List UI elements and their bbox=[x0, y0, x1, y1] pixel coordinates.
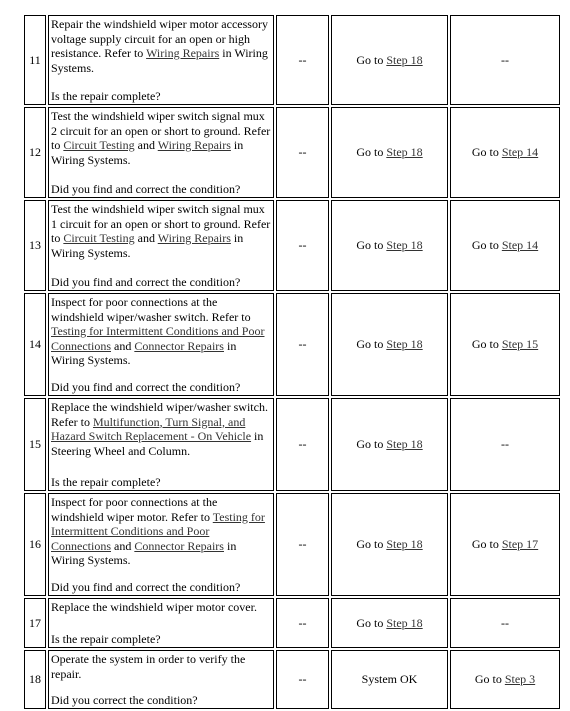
table-row bbox=[24, 293, 560, 396]
result-no-text: Go to bbox=[474, 672, 505, 686]
step-question: Did you find and correct the condition? bbox=[51, 181, 241, 196]
table-row bbox=[24, 398, 560, 491]
go-to-step-link[interactable]: Step 14 bbox=[501, 145, 539, 159]
instruction-text: and bbox=[134, 138, 158, 152]
result-yes-text: System OK bbox=[361, 672, 418, 686]
step-instruction bbox=[51, 202, 271, 260]
result-no-text: Go to bbox=[471, 238, 502, 252]
result-yes bbox=[331, 650, 448, 709]
go-to-step-link[interactable]: Step 18 bbox=[386, 238, 423, 252]
instruction-text: in Wiring Systems. bbox=[51, 538, 237, 567]
step-number: 17 bbox=[24, 598, 46, 648]
table-row bbox=[24, 200, 560, 291]
step-action bbox=[48, 598, 274, 648]
go-to-step-link[interactable]: Step 14 bbox=[501, 238, 539, 252]
result-no bbox=[450, 107, 560, 198]
instruction-text: in Wiring Systems. bbox=[51, 231, 244, 260]
step-instruction bbox=[51, 652, 271, 681]
instruction-text: in Wiring Systems. bbox=[51, 46, 268, 75]
step-number: 18 bbox=[24, 650, 46, 709]
step-question: Did you find and correct the condition? bbox=[51, 274, 241, 289]
instruction-text: Inspect for poor connections at the windshield wiper motor. Refer to bbox=[51, 495, 218, 524]
table-row bbox=[24, 493, 560, 596]
result-yes bbox=[331, 15, 448, 105]
reference-link[interactable]: Testing for Intermittent Conditions and Poor Connections bbox=[51, 509, 265, 553]
result-yes-text: Go to bbox=[356, 537, 387, 551]
diagnostic-table-body bbox=[24, 15, 560, 709]
result-no bbox=[450, 15, 560, 105]
step-action bbox=[48, 107, 274, 198]
step-instruction bbox=[51, 295, 271, 368]
result-no bbox=[450, 293, 560, 396]
reference-link[interactable]: Circuit Testing bbox=[63, 138, 135, 152]
reference-link[interactable]: Wiring Repairs bbox=[146, 46, 220, 60]
step-question: Is the repair complete? bbox=[51, 474, 161, 489]
table-row bbox=[24, 598, 560, 648]
table-row bbox=[24, 15, 560, 105]
go-to-step-link[interactable]: Step 18 bbox=[386, 52, 423, 67]
reference-link[interactable]: Connector Repairs bbox=[134, 338, 224, 353]
result-no bbox=[450, 598, 560, 648]
step-values: -- bbox=[276, 598, 329, 648]
step-instruction bbox=[51, 109, 271, 167]
step-values: -- bbox=[276, 293, 329, 396]
step-values: -- bbox=[276, 398, 329, 491]
reference-link[interactable]: Testing for Intermittent Conditions and Poor Connections bbox=[51, 324, 265, 353]
result-no-text: Go to bbox=[471, 537, 502, 551]
table-row bbox=[24, 107, 560, 198]
instruction-text: in Wiring Systems. bbox=[51, 138, 244, 167]
go-to-step-link[interactable]: Step 18 bbox=[386, 615, 423, 630]
step-values: -- bbox=[276, 650, 329, 709]
go-to-step-link[interactable]: Step 18 bbox=[386, 337, 423, 351]
step-action bbox=[48, 398, 274, 491]
step-values: -- bbox=[276, 493, 329, 596]
table-row bbox=[24, 650, 560, 709]
step-number: 12 bbox=[24, 107, 46, 198]
instruction-text: Test the windshield wiper switch signal mux 1 circuit for an open or short to ground. Refer to bbox=[51, 202, 271, 245]
result-yes-text: Go to bbox=[356, 52, 387, 67]
go-to-step-link[interactable]: Step 18 bbox=[386, 437, 423, 451]
step-number: 11 bbox=[24, 15, 46, 105]
result-yes bbox=[331, 293, 448, 396]
go-to-step-link[interactable]: Step 18 bbox=[386, 145, 423, 159]
instruction-text: Replace the windshield wiper/washer switch. Refer to bbox=[51, 400, 268, 429]
step-number: 13 bbox=[24, 200, 46, 291]
step-values: -- bbox=[276, 15, 329, 105]
result-yes-text: Go to bbox=[356, 437, 387, 451]
result-no-text: -- bbox=[501, 437, 509, 451]
result-no-text: -- bbox=[501, 615, 509, 630]
step-values: -- bbox=[276, 107, 329, 198]
result-no bbox=[450, 200, 560, 291]
step-action bbox=[48, 200, 274, 291]
reference-link[interactable]: Wiring Repairs bbox=[157, 138, 231, 152]
go-to-step-link[interactable]: Step 3 bbox=[504, 672, 536, 686]
step-action bbox=[48, 650, 274, 709]
step-values: -- bbox=[276, 200, 329, 291]
step-number: 15 bbox=[24, 398, 46, 491]
step-instruction bbox=[51, 17, 271, 75]
result-no bbox=[450, 398, 560, 491]
result-yes bbox=[331, 107, 448, 198]
step-question: Did you find and correct the condition? bbox=[51, 579, 241, 594]
result-yes-text: Go to bbox=[356, 615, 387, 630]
result-yes bbox=[331, 398, 448, 491]
step-action bbox=[48, 493, 274, 596]
step-question: Is the repair complete? bbox=[51, 88, 161, 103]
instruction-text: in Steering Wheel and Column. bbox=[51, 429, 264, 458]
go-to-step-link[interactable]: Step 17 bbox=[501, 537, 539, 551]
reference-link[interactable]: Multifunction, Turn Signal, and Hazard Switch Replacement - On Vehicle bbox=[51, 414, 252, 443]
instruction-text: Repair the windshield wiper motor accessory voltage supply circuit for an open or high resistance. Refer to bbox=[51, 17, 268, 60]
reference-link[interactable]: Wiring Repairs bbox=[157, 231, 231, 245]
instruction-text: Operate the system in order to verify the repair. bbox=[51, 652, 246, 681]
step-number: 16 bbox=[24, 493, 46, 596]
instruction-text: and bbox=[134, 231, 158, 245]
go-to-step-link[interactable]: Step 15 bbox=[501, 337, 539, 351]
result-no-text: Go to bbox=[471, 337, 502, 351]
result-no bbox=[450, 650, 560, 709]
step-action bbox=[48, 15, 274, 105]
step-number: 14 bbox=[24, 293, 46, 396]
instruction-text: and bbox=[111, 538, 135, 553]
step-instruction bbox=[51, 600, 271, 615]
result-yes bbox=[331, 493, 448, 596]
step-question: Did you correct the condition? bbox=[51, 692, 198, 707]
instruction-text: Test the windshield wiper switch signal mux 2 circuit for an open or short to ground. Refer to bbox=[51, 109, 271, 152]
instruction-text: and bbox=[111, 338, 135, 353]
instruction-text: in Wiring Systems. bbox=[51, 338, 237, 367]
go-to-step-link[interactable]: Step 18 bbox=[386, 537, 423, 551]
result-no-text: Go to bbox=[471, 145, 502, 159]
diagnostic-table bbox=[22, 13, 562, 711]
instruction-text: Inspect for poor connections at the windshield wiper/washer switch. Refer to bbox=[51, 295, 251, 324]
result-yes-text: Go to bbox=[356, 238, 387, 252]
result-yes-text: Go to bbox=[356, 145, 387, 159]
step-question: Is the repair complete? bbox=[51, 631, 161, 646]
step-question: Did you find and correct the condition? bbox=[51, 379, 241, 394]
result-no-text: -- bbox=[501, 52, 509, 67]
step-instruction bbox=[51, 400, 271, 458]
result-yes-text: Go to bbox=[356, 337, 387, 351]
result-yes bbox=[331, 598, 448, 648]
instruction-text: Replace the windshield wiper motor cover. bbox=[51, 600, 257, 614]
reference-link[interactable]: Circuit Testing bbox=[63, 231, 135, 245]
step-instruction bbox=[51, 495, 271, 568]
step-action bbox=[48, 293, 274, 396]
result-no bbox=[450, 493, 560, 596]
result-yes bbox=[331, 200, 448, 291]
reference-link[interactable]: Connector Repairs bbox=[134, 538, 224, 553]
